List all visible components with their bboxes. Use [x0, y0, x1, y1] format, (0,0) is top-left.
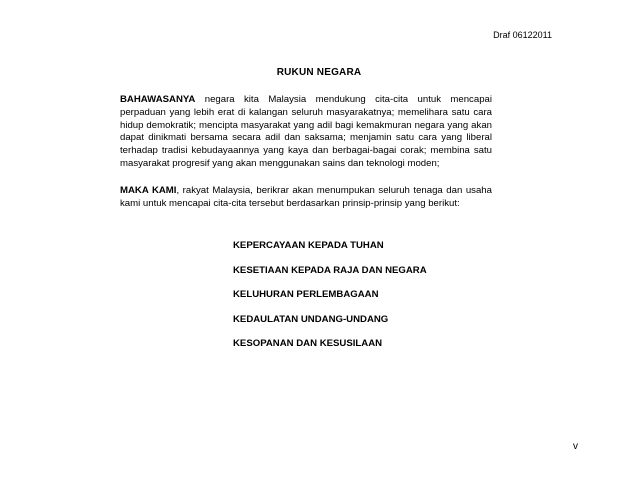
principle-item-5: KESOPANAN DAN KESUSILAAN	[233, 338, 383, 349]
preamble-paragraph	[120, 94, 492, 171]
preamble-lead: BAHAWASANYA	[120, 94, 196, 105]
principle-item-4: KEDAULATAN UNDANG-UNDANG	[233, 313, 389, 325]
page-number: v	[573, 441, 578, 452]
draft-label: Draf 06122011	[493, 30, 552, 40]
pledge-paragraph	[120, 185, 492, 211]
principle-item-2: KESETIAAN KEPADA RAJA DAN NEGARA	[233, 264, 427, 276]
principle-item-1: KEPERCAYAAN KEPADA TUHAN	[233, 240, 384, 251]
pledge-text: , rakyat Malaysia, berikrar akan menumpukan seluruh tenaga dan usaha kami untuk mencapai cita-cita tersebut berdasarkan prinsip-prinsip yang berikut:	[120, 185, 492, 209]
pledge-lead: MAKA KAMI	[120, 185, 177, 196]
page-title: RUKUN NEGARA	[276, 67, 362, 78]
principle-item-3: KELUHURAN PERLEMBAGAAN	[233, 289, 379, 300]
principles-list	[233, 240, 427, 363]
preamble-text: negara kita Malaysia mendukung cita-cita untuk mencapai perpaduan yang lebih erat di kalangan seluruh masyarakatnya; memelihara satu cara hidup demokratik; mencipta masyarakat yang adil bagi kemakmuran negara yang akan dapat dinikmati bersama secara adil dan saksama; menjamin satu cara yang liberal terhadap tradisi kebudayaannya yang kaya dan berbagai-bagai corak; membina satu masyarakat progresif yang akan menggunakan sains dan teknologi moden;	[120, 94, 492, 169]
